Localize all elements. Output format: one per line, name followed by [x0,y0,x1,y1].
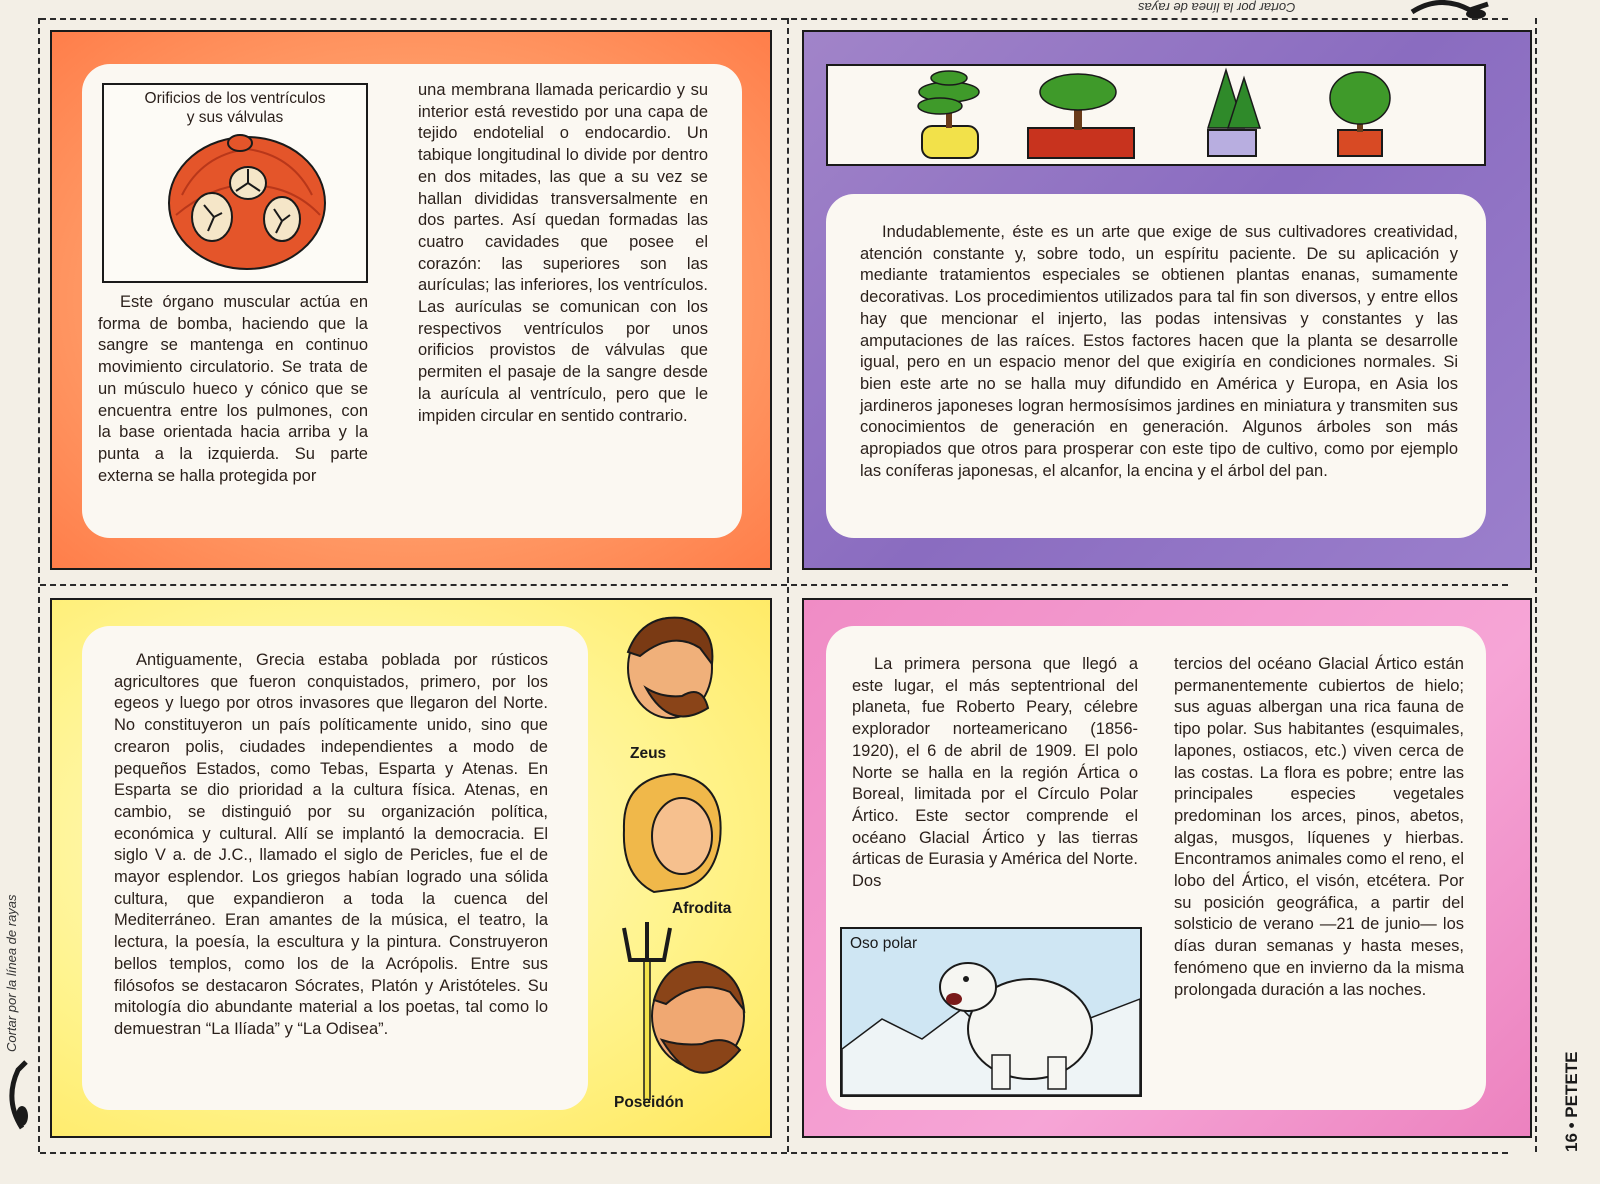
label-zeus: Zeus [630,745,667,762]
heart-figure [102,83,368,283]
greece-text [114,650,548,1041]
heart-illustration [162,125,332,275]
bonsai-paragraph: Indudablemente, éste es un arte que exige de sus cultivadores creatividad, atención constante y, sobre todo, un espíritu paciente. De su aplicación y mediante tratamientos especiales se obtienen plantas enanas, sumamente decorativas. Los procedimientos utilizados para tal fin son diversos, y entre ellos hay que mencionar el injerto, las podas intensivas y constantes y las amputaciones de las raíces. Estos factores hacen que la planta se desarrolle igual, pero en un espacio menor del que exigiría en condiciones normales. Si bien este arte no se halla muy difundido en América y Europa, en Asia los jardineros japoneses logran hermosísimos jardines en miniatura y transmiten sus conocimientos de generación en generación. Algunos árboles son más apropiados que otros para prosperar con este tipo de cultivo, como por ejemplo las coníferas japonesas, el alcanfor, la encina y el árbol del pan. [860,223,1458,480]
zeus-head-icon [612,612,722,742]
cut-note-side: Cortar por la línea de rayas [4,894,19,1052]
arctic-text-col1 [852,654,1138,893]
cut-note-top: Cortar por la línea de rayas [1138,0,1296,15]
cut-line-top [40,18,1508,20]
label-poseidon: Poseidón [614,1094,684,1111]
bonsai-text [860,222,1458,482]
heart-paragraph-2: una membrana llamada pericardio y su interior está revestido por una capa de tejido endotelial o endocardio. Un tabique longitudinal lo divide por dentro en dos mitades, las que a su vez se hallan divididas transversalmente en dos partes. Así quedan formadas las cuatro cavidades que posee el corazón: las superiores son las aurículas; las inferiores, los ventrículos. Las aurículas se comunican con los respectivos ventrículos por unos orificios provistos de válvulas que permiten el pasaje de la sangre desde la aurícula al ventrículo, pero que le impiden circular en sentido contrario. [418,81,708,425]
cut-line-center [787,18,789,1152]
heart-caption: Orificios de los ventrículos y sus válvulas [144,90,326,126]
arctic-paragraph-2: tercios del océano Glacial Ártico están permanentemente cubiertos de hielo; sus aguas albergan una rica fauna de tipo polar. Sus habitantes (esquimales, lapones, ostiacos, etc.) viven cerca de las costas. La flora es pobre; entre las principales especies vegetales predominan los arces, pinos, abetos, algas, musgos, líquenes y hierbas. Encontramos animales como el reno, el lobo del Ártico, el visón, etcétera. Por su posición geográfica, a partir del solsticio de verano —21 de junio— los días duran semanas y hasta meses, fenómeno que en invierno da la misma prolongada duración a las noches. [1174,655,1464,999]
cut-line-middle [40,584,1508,586]
heart-text-col2 [418,80,708,427]
page-number: 16 • PETETE [1562,1051,1581,1152]
arctic-paragraph-1: La primera persona que llegó a este lugar, el más septentrional del planeta, fue Roberto Peary, célebre explorador norteamericano (1856-1920), el 6 de abril de 1909. El polo Norte se halla en la región Ártica o Boreal, limitada por el Círculo Polar Ártico. Este sector comprende el océano Glacial Ártico y las tierras árticas de Eurasia y América del Norte. Dos [852,655,1138,891]
cut-line-bottom [40,1152,1508,1154]
label-afrodita: Afrodita [672,900,732,917]
polar-bear-caption: Oso polar [850,935,918,952]
scissors-icon-side [8,1060,36,1130]
cut-line-left [38,18,40,1152]
polar-bear-figure [840,927,1142,1097]
cut-line-right [1535,18,1537,1152]
heart-paragraph-1: Este órgano muscular actúa en forma de bomba, haciendo que la sangre se mantenga en continuo movimiento circulatorio. Se trata de un músculo hueco y cónico que se encuentra entre los pulmones, con la base orientada hacia arriba y la punta a la izquierda. Su parte externa se halla protegida por [98,293,368,485]
greece-paragraph: Antiguamente, Grecia estaba poblada por rústicos agricultores que fueron conquistados, primero, por los egeos y luego por otros invasores que llegaron del Norte. No constituyeron un país políticamente unido, sino que crearon polis, ciudades independientes a modo de pequeños Estados, como Tebas, Esparta y Atenas. En Esparta se dio prioridad a la cultura física. Atenas, en cambio, se distinguió por su organización política, económica y cultural. Allí se implantó la democracia. El siglo V a. de J.C., llamado el siglo de Pericles, fue el de mayor esplendor. Los griegos habían logrado una sólida cultura, que expandieron a toda la cuenca del Mediterráneo. Eran amantes de la música, el teatro, la lectura, la poesía, la escultura y la pintura. Construyeron bellos templos, como los de la Acrópolis. Entre sus filósofos se destacaron Sócrates, Platón y Aristóteles. Su mitología dio abundante material a los poetas, tal como lo demuestran “La Ilíada” y “La Odisea”. [114,651,548,1038]
heart-text-col1 [98,292,368,487]
arctic-text-col2 [1174,654,1464,1001]
bonsai-trees-icon [828,66,1484,164]
bonsai-illustrations [826,64,1486,166]
afrodita-head-icon [614,770,734,900]
poseidon-head-icon [616,920,756,1100]
polar-bear-icon [842,929,1140,1095]
